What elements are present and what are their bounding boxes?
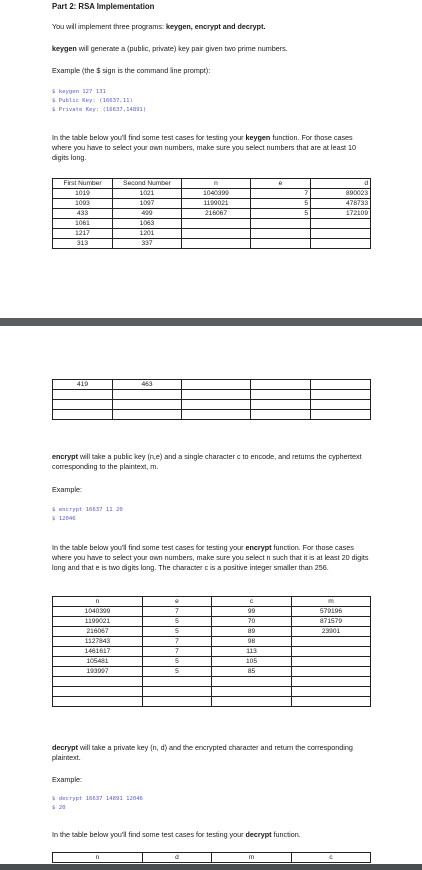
table-cell	[251, 390, 311, 400]
column-header: e	[143, 597, 212, 607]
table-header-row	[53, 853, 371, 863]
table-cell	[292, 697, 371, 707]
code-line: $ encrypt 16637 11 20	[52, 507, 123, 513]
table-cell: 7	[143, 647, 212, 657]
table-header-row	[53, 179, 371, 189]
table-cell: 7	[251, 189, 311, 199]
encrypt-description	[52, 452, 372, 472]
table-cell	[182, 219, 251, 229]
table-cell: 463	[113, 380, 182, 390]
table-cell: 1063	[113, 219, 182, 229]
intro-text: You will implement three programs:	[52, 22, 164, 31]
table-row	[53, 219, 371, 229]
table-cell: 85	[212, 667, 292, 677]
table-cell: 216067	[182, 209, 251, 219]
table-row	[53, 400, 371, 410]
table-cell: 5	[251, 199, 311, 209]
column-header: Second Number	[113, 179, 182, 189]
table-row	[53, 390, 371, 400]
intro-text: In the table below you'll find some test cases for testing your	[52, 133, 244, 142]
table-row	[53, 687, 371, 697]
table-cell	[53, 400, 113, 410]
table-cell	[143, 687, 212, 697]
column-header: n	[53, 597, 143, 607]
table-cell: 1097	[113, 199, 182, 209]
document-page-1	[0, 0, 422, 318]
table-cell	[311, 219, 371, 229]
page-separator	[0, 864, 422, 870]
table-cell	[311, 239, 371, 249]
table-cell: 1021	[113, 189, 182, 199]
code-line: $ Private Key: (16637,14891)	[52, 107, 147, 113]
column-header: n	[53, 853, 143, 863]
table-cell	[251, 219, 311, 229]
intro-programs: keygen, encrypt and decrypt.	[164, 22, 266, 31]
table-row	[53, 667, 371, 677]
table-cell	[251, 239, 311, 249]
table-cell	[212, 697, 292, 707]
table-cell	[212, 677, 292, 687]
example-label: Example:	[52, 775, 82, 784]
table-cell: 216067	[53, 627, 143, 637]
encrypt-term: encrypt	[243, 543, 272, 552]
table-cell	[292, 647, 371, 657]
table-cell: 193997	[53, 667, 143, 677]
table-cell: 579196	[292, 607, 371, 617]
table-cell: 98	[212, 637, 292, 647]
table-row	[53, 677, 371, 687]
table-cell: 1199021	[182, 199, 251, 209]
table-cell	[143, 677, 212, 687]
encrypt-term: encrypt	[52, 452, 78, 461]
keygen-description	[52, 44, 372, 54]
intro-text: function.	[271, 830, 301, 839]
table-row	[53, 410, 371, 420]
table-cell: 419	[53, 380, 113, 390]
intro-text: In the table below you'll find some test cases for testing your	[52, 543, 244, 552]
keygen-code-block	[52, 88, 146, 115]
table-row	[53, 229, 371, 239]
column-header: m	[212, 853, 292, 863]
table-cell: 890023	[311, 189, 371, 199]
keygen-table-intro	[52, 133, 372, 163]
table-row	[53, 657, 371, 667]
table-cell: 105481	[53, 657, 143, 667]
table-cell	[143, 697, 212, 707]
intro-paragraph	[52, 22, 372, 32]
code-line: $ Public Key: (16637,11)	[52, 98, 133, 104]
table-cell: 1127843	[53, 637, 143, 647]
table-cell	[311, 400, 371, 410]
table-cell	[251, 400, 311, 410]
column-header: d	[311, 179, 371, 189]
table-cell	[292, 657, 371, 667]
table-cell	[182, 400, 251, 410]
table-cell: 871579	[292, 617, 371, 627]
table-cell: 70	[212, 617, 292, 627]
encrypt-table	[52, 596, 371, 707]
table-row	[53, 637, 371, 647]
table-cell: 5	[143, 657, 212, 667]
decrypt-description	[52, 743, 372, 763]
table-cell	[311, 229, 371, 239]
decrypt-term: decrypt	[243, 830, 272, 839]
table-cell	[292, 687, 371, 697]
table-cell	[53, 410, 113, 420]
code-line: $ keygen 127 131	[52, 89, 106, 95]
table-cell	[311, 410, 371, 420]
table-cell: 1019	[53, 189, 113, 199]
table-cell: 113	[212, 647, 292, 657]
table-cell	[292, 667, 371, 677]
table-cell	[182, 229, 251, 239]
table-cell: 478733	[311, 199, 371, 209]
table-cell: 1040399	[53, 607, 143, 617]
table-cell: 7	[143, 607, 212, 617]
encrypt-desc-text: will take a public key (n,e) and a single character c to encode, and returns the cyphertext corresponding to the plaintext, m.	[52, 452, 362, 471]
table-row	[53, 607, 371, 617]
table-cell: 499	[113, 209, 182, 219]
table-cell: 7	[143, 637, 212, 647]
table-cell: 337	[113, 239, 182, 249]
decrypt-term: decrypt	[52, 743, 78, 752]
table-cell	[113, 390, 182, 400]
table-cell: 1040399	[182, 189, 251, 199]
example-label: Example (the $ sign is the command line prompt):	[52, 66, 211, 75]
code-line: $ decrypt 16637 14891 12046	[52, 796, 143, 802]
column-header: e	[251, 179, 311, 189]
table-cell	[251, 380, 311, 390]
table-row	[53, 189, 371, 199]
section-heading: Part 2: RSA Implementation	[52, 2, 155, 11]
table-cell	[53, 677, 143, 687]
table-row	[53, 627, 371, 637]
code-line: $ 12046	[52, 516, 76, 522]
table-row	[53, 199, 371, 209]
table-cell	[311, 380, 371, 390]
keygen-term: keygen	[52, 44, 77, 53]
column-header: m	[292, 597, 371, 607]
table-cell: 5	[251, 209, 311, 219]
document-page-2	[0, 326, 422, 870]
table-cell: 1199021	[53, 617, 143, 627]
column-header: n	[182, 179, 251, 189]
decrypt-table	[52, 852, 371, 863]
table-cell: 1461617	[53, 647, 143, 657]
table-cell	[251, 410, 311, 420]
table-cell	[182, 239, 251, 249]
table-header-row	[53, 597, 371, 607]
table-cell: 172109	[311, 209, 371, 219]
table-cell	[53, 687, 143, 697]
table-cell: 99	[212, 607, 292, 617]
intro-text: function. For those cases where you have to select your own numbers, make sure you select numbers that are at least 10 digits long.	[52, 133, 357, 162]
table-cell: 5	[143, 667, 212, 677]
table-row	[53, 697, 371, 707]
table-cell: 5	[143, 617, 212, 627]
table-cell	[292, 677, 371, 687]
encrypt-table-intro	[52, 543, 372, 573]
intro-text: In the table below you'll find some test cases for testing your	[52, 830, 244, 839]
table-cell: 1217	[53, 229, 113, 239]
column-header: First Number	[53, 179, 113, 189]
keygen-desc-text: will generate a (public, private) key pair given two prime numbers.	[76, 44, 288, 53]
decrypt-table-intro	[52, 830, 372, 840]
table-cell: 313	[53, 239, 113, 249]
table-cell	[311, 390, 371, 400]
decrypt-desc-text: will take a private key (n, d) and the encrypted character and return the corresponding plaintext.	[52, 743, 353, 762]
table-cell	[53, 697, 143, 707]
table-cell: 1093	[53, 199, 113, 209]
code-line: $ 20	[52, 805, 66, 811]
table-cell: 105	[212, 657, 292, 667]
intro-text: function. For those cases where you have to select your own numbers, make sure you select n such that it is at least 20 digits long and that e is two digits long. The character c is a positive integer smaller than 256.	[52, 543, 369, 572]
table-row	[53, 380, 371, 390]
table-row	[53, 239, 371, 249]
encrypt-code-block	[52, 506, 123, 524]
keygen-term: keygen	[243, 133, 271, 142]
keygen-table-continued	[52, 379, 371, 420]
table-row	[53, 209, 371, 219]
table-cell	[182, 380, 251, 390]
table-cell	[182, 390, 251, 400]
table-cell	[113, 400, 182, 410]
table-cell: 1061	[53, 219, 113, 229]
column-header: d	[143, 853, 212, 863]
table-row	[53, 617, 371, 627]
table-cell: 23901	[292, 627, 371, 637]
column-header: c	[212, 597, 292, 607]
table-cell	[182, 410, 251, 420]
decrypt-code-block	[52, 795, 143, 813]
table-cell: 1201	[113, 229, 182, 239]
table-cell: 433	[53, 209, 113, 219]
page-separator	[0, 318, 422, 326]
table-row	[53, 647, 371, 657]
keygen-table	[52, 178, 371, 249]
table-cell	[113, 410, 182, 420]
table-cell	[53, 390, 113, 400]
table-cell: 89	[212, 627, 292, 637]
table-cell	[292, 637, 371, 647]
table-cell	[212, 687, 292, 697]
table-cell: 5	[143, 627, 212, 637]
example-label: Example:	[52, 485, 82, 494]
column-header: c	[292, 853, 371, 863]
table-cell	[251, 229, 311, 239]
